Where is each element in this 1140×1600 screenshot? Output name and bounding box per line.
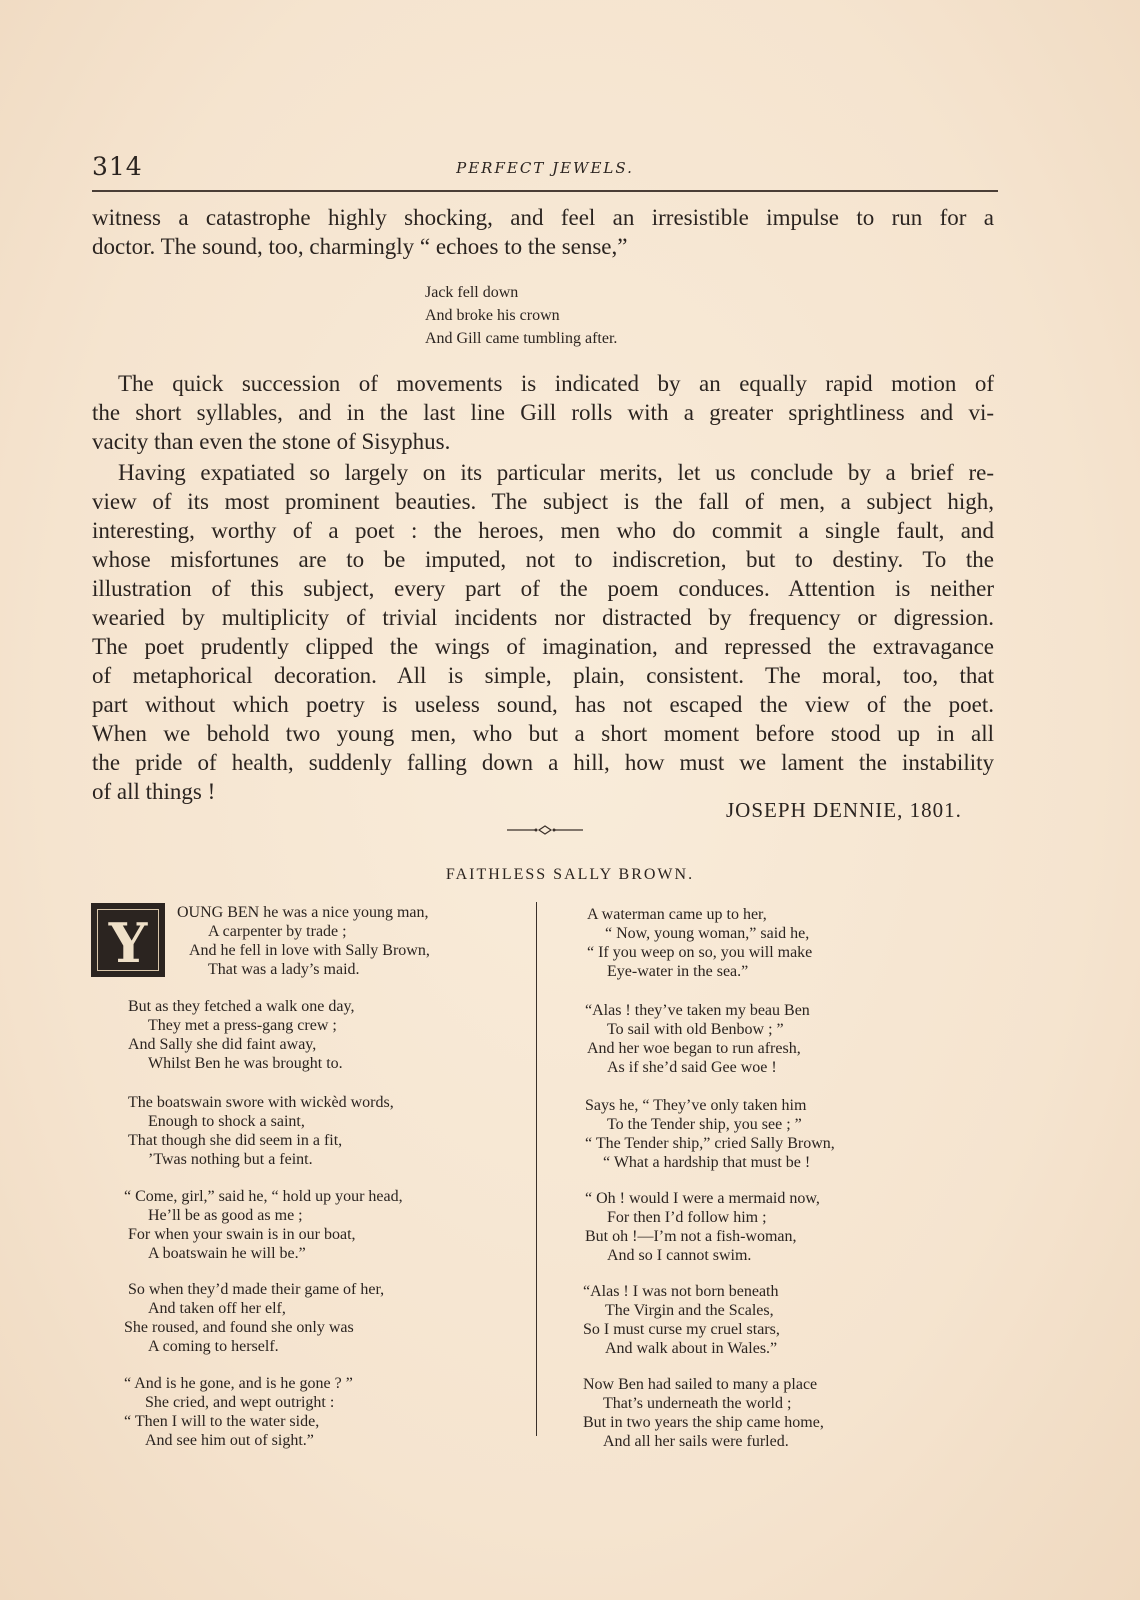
prose-line: illustration of this subject, every part of the poem conduces. Attention is neither bbox=[92, 576, 994, 601]
verse-line: And her woe began to run afresh, bbox=[587, 1040, 801, 1057]
verse-line: They met a press-gang crew ; bbox=[148, 1017, 337, 1034]
page-header bbox=[92, 152, 998, 188]
verse-line: Enough to shock a saint, bbox=[148, 1113, 305, 1130]
verse-line: So when they’d made their game of her, bbox=[128, 1281, 385, 1298]
verse-line: “ What a hardship that must be ! bbox=[603, 1154, 811, 1171]
verse-line: That’s underneath the world ; bbox=[603, 1395, 792, 1412]
verse-line: And see him out of sight.” bbox=[145, 1432, 314, 1449]
verse-line: A boatswain he will be.” bbox=[148, 1245, 306, 1262]
verse-line: So I must curse my cruel stars, bbox=[583, 1321, 780, 1338]
prose-line: the pride of health, suddenly falling down a hill, how must we lament the instability bbox=[92, 750, 994, 775]
verse-line: A carpenter by trade ; bbox=[208, 923, 347, 940]
verse-line: And he fell in love with Sally Brown, bbox=[189, 942, 430, 959]
verse-line: That was a lady’s maid. bbox=[208, 961, 360, 978]
prose-line: view of its most prominent beauties. The subject is the fall of men, a subject high, bbox=[92, 489, 994, 514]
verse-line: The Virgin and the Scales, bbox=[605, 1302, 774, 1319]
drop-cap bbox=[91, 903, 165, 977]
verse-line: Says he, “ They’ve only taken him bbox=[585, 1097, 807, 1114]
verse-line: A coming to herself. bbox=[148, 1338, 279, 1355]
drop-cap-letter: Y bbox=[108, 911, 148, 975]
verse-line: And Sally she did faint away, bbox=[128, 1036, 317, 1053]
verse-line: But as they fetched a walk one day, bbox=[128, 998, 355, 1015]
verse-line: To the Tender ship, you see ; ” bbox=[607, 1116, 802, 1133]
prose-line: the short syllables, and in the last line Gill rolls with a greater sprightliness and vi- bbox=[92, 400, 994, 425]
verse-line: And taken off her elf, bbox=[148, 1300, 286, 1317]
poem-title: FAITHLESS SALLY BROWN. bbox=[445, 866, 695, 883]
verse-line: ’Twas nothing but a feint. bbox=[148, 1151, 313, 1168]
verse-line: But oh !—I’m not a fish-woman, bbox=[585, 1228, 797, 1245]
verse-line: “ The Tender ship,” cried Sally Brown, bbox=[585, 1135, 835, 1152]
author-signature: JOSEPH DENNIE, 1801. bbox=[726, 798, 962, 822]
prose-line: part without which poetry is useless sound, has not escaped the view of the poet. bbox=[92, 692, 994, 717]
ornament-divider-icon bbox=[505, 824, 585, 836]
quote-line: And broke his crown bbox=[425, 307, 560, 324]
verse-line: He’ll be as good as me ; bbox=[148, 1207, 303, 1224]
prose-line: of metaphorical decoration. All is simple, plain, consistent. The moral, too, that bbox=[92, 663, 994, 688]
verse-line: That though she did seem in a fit, bbox=[128, 1132, 343, 1149]
prose-line: Having expatiated so largely on its particular merits, let us conclude by a brief re- bbox=[118, 460, 994, 485]
verse-line: And walk about in Wales.” bbox=[605, 1340, 778, 1357]
prose-line: interesting, worthy of a poet : the heroes, men who do commit a single fault, and bbox=[92, 518, 994, 543]
prose-line: wearied by multiplicity of trivial incidents nor distracted by frequency or digression. bbox=[92, 605, 994, 630]
header-rule bbox=[92, 190, 998, 192]
verse-line: Now Ben had sailed to many a place bbox=[583, 1376, 818, 1393]
verse-line: And all her sails were furled. bbox=[603, 1433, 789, 1450]
quote-line: And Gill came tumbling after. bbox=[425, 330, 618, 347]
verse-line: She cried, and wept outright : bbox=[145, 1394, 335, 1411]
verse-line: Eye-water in the sea.” bbox=[607, 963, 749, 980]
running-title: PERFECT JEWELS. bbox=[456, 159, 634, 177]
page-number: 314 bbox=[92, 152, 143, 181]
prose-line: When we behold two young men, who but a short moment before stood up in all bbox=[92, 721, 994, 746]
verse-line: “ And is he gone, and is he gone ? ” bbox=[124, 1375, 353, 1392]
verse-line: Whilst Ben he was brought to. bbox=[148, 1055, 343, 1072]
prose-line: The poet prudently clipped the wings of imagination, and repressed the extravagance bbox=[92, 634, 994, 659]
column-divider bbox=[536, 902, 537, 1436]
verse-line: For then I’d follow him ; bbox=[607, 1209, 767, 1226]
prose-line: whose misfortunes are to be imputed, not to indiscretion, but to destiny. To the bbox=[92, 547, 994, 572]
verse-line: “ Oh ! would I were a mermaid now, bbox=[585, 1190, 820, 1207]
prose-line: doctor. The sound, too, charmingly “ echoes to the sense,” bbox=[92, 234, 628, 259]
prose-line: vacity than even the stone of Sisyphus. bbox=[92, 429, 451, 454]
verse-line: For when your swain is in our boat, bbox=[128, 1226, 356, 1243]
prose-line: The quick succession of movements is indicated by an equally rapid motion of bbox=[118, 371, 994, 396]
verse-line: “ Then I will to the water side, bbox=[124, 1413, 320, 1430]
verse-line: And so I cannot swim. bbox=[607, 1247, 752, 1264]
verse-line: As if she’d said Gee woe ! bbox=[607, 1059, 777, 1076]
verse-line: “ Now, young woman,” said he, bbox=[605, 925, 810, 942]
verse-line: A waterman came up to her, bbox=[587, 906, 767, 923]
prose-line: witness a catastrophe highly shocking, and feel an irresistible impulse to run for a bbox=[92, 205, 994, 230]
verse-line: To sail with old Benbow ; ” bbox=[607, 1021, 784, 1038]
verse-line: The boatswain swore with wickèd words, bbox=[128, 1094, 394, 1111]
verse-line: “ Come, girl,” said he, “ hold up your head, bbox=[124, 1188, 403, 1205]
verse-line: She roused, and found she only was bbox=[124, 1319, 354, 1336]
verse-line: OUNG BEN he was a nice young man, bbox=[177, 904, 429, 921]
verse-line: “Alas ! I was not born beneath bbox=[583, 1283, 779, 1300]
prose-line: of all things ! bbox=[92, 779, 216, 804]
verse-line: But in two years the ship came home, bbox=[583, 1414, 824, 1431]
verse-line: “Alas ! they’ve taken my beau Ben bbox=[585, 1002, 810, 1019]
verse-line: “ If you weep on so, you will make bbox=[587, 944, 813, 961]
quote-line: Jack fell down bbox=[425, 284, 519, 301]
